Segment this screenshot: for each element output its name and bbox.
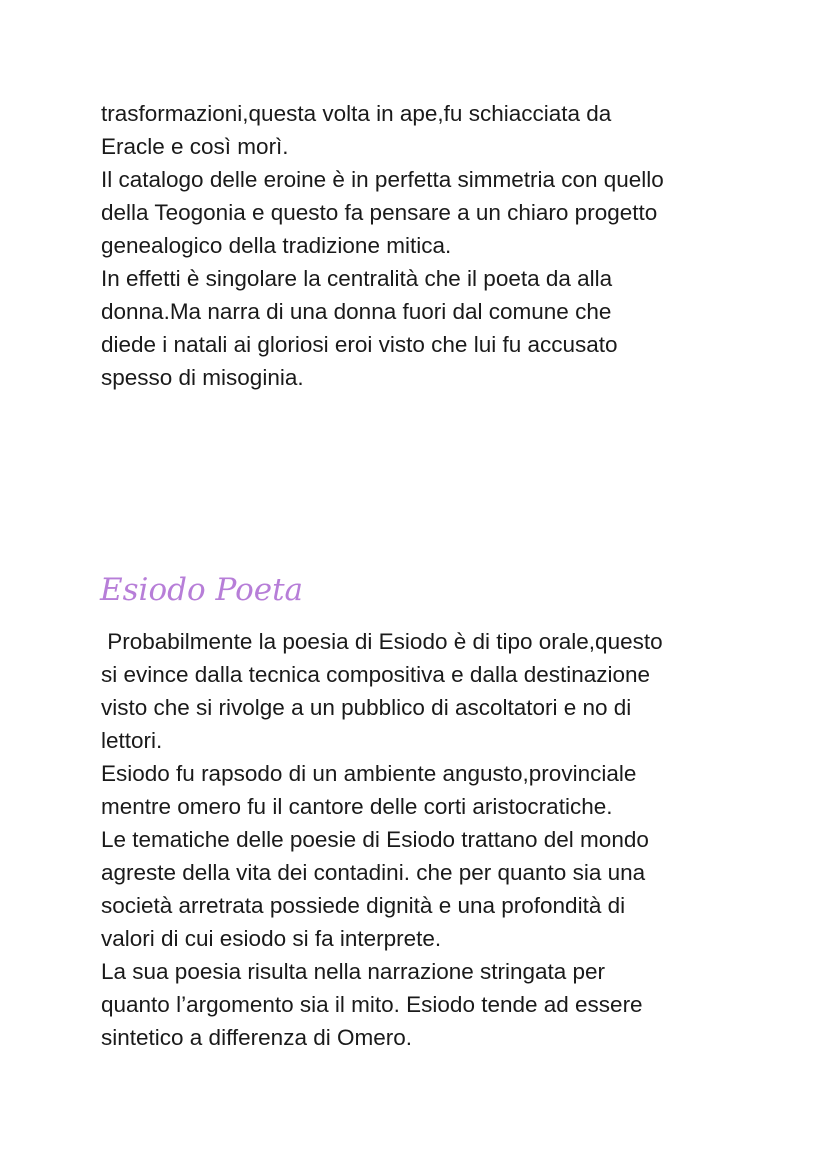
text-line: genealogico della tradizione mitica.	[101, 233, 452, 258]
paragraph-block-esiodo-poeta	[101, 625, 741, 1054]
text-line: valori di cui esiodo si fa interprete.	[101, 926, 442, 951]
text-line: lettori.	[101, 728, 163, 753]
text-line: Esiodo fu rapsodo di un ambiente angusto,provinciale	[101, 761, 637, 786]
text-line: sintetico a differenza di Omero.	[101, 1025, 412, 1050]
text-line: Probabilmente la poesia di Esiodo è di tipo orale,questo	[101, 629, 663, 654]
section-heading: Esiodo Poeta	[100, 572, 304, 608]
text-line: diede i natali ai gloriosi eroi visto che lui fu accusato	[101, 332, 618, 357]
text-line: Le tematiche delle poesie di Esiodo trattano del mondo	[101, 827, 649, 852]
text-line: spesso di misoginia.	[101, 365, 304, 390]
text-line: agreste della vita dei contadini. che per quanto sia una	[101, 860, 646, 885]
text-line: quanto l’argomento sia il mito. Esiodo tende ad essere	[101, 992, 643, 1017]
text-line: società arretrata possiede dignità e una profondità di	[101, 893, 626, 918]
text-line: mentre omero fu il cantore delle corti aristocratiche.	[101, 794, 613, 819]
text-line: trasformazioni,questa volta in ape,fu schiacciata da	[101, 101, 612, 126]
text-line: della Teogonia e questo fa pensare a un chiaro progetto	[101, 200, 658, 225]
text-line: In effetti è singolare la centralità che il poeta da alla	[101, 266, 613, 291]
text-line: si evince dalla tecnica compositiva e dalla destinazione	[101, 662, 651, 687]
text-line: Il catalogo delle eroine è in perfetta simmetria con quello	[101, 167, 664, 192]
text-line: donna.Ma narra di una donna fuori dal comune che	[101, 299, 612, 324]
text-line: visto che si rivolge a un pubblico di ascoltatori e no di	[101, 695, 632, 720]
text-line: La sua poesia risulta nella narrazione stringata per	[101, 959, 606, 984]
text-line: Eracle e così morì.	[101, 134, 289, 159]
paragraph-block-eroine	[101, 97, 741, 394]
